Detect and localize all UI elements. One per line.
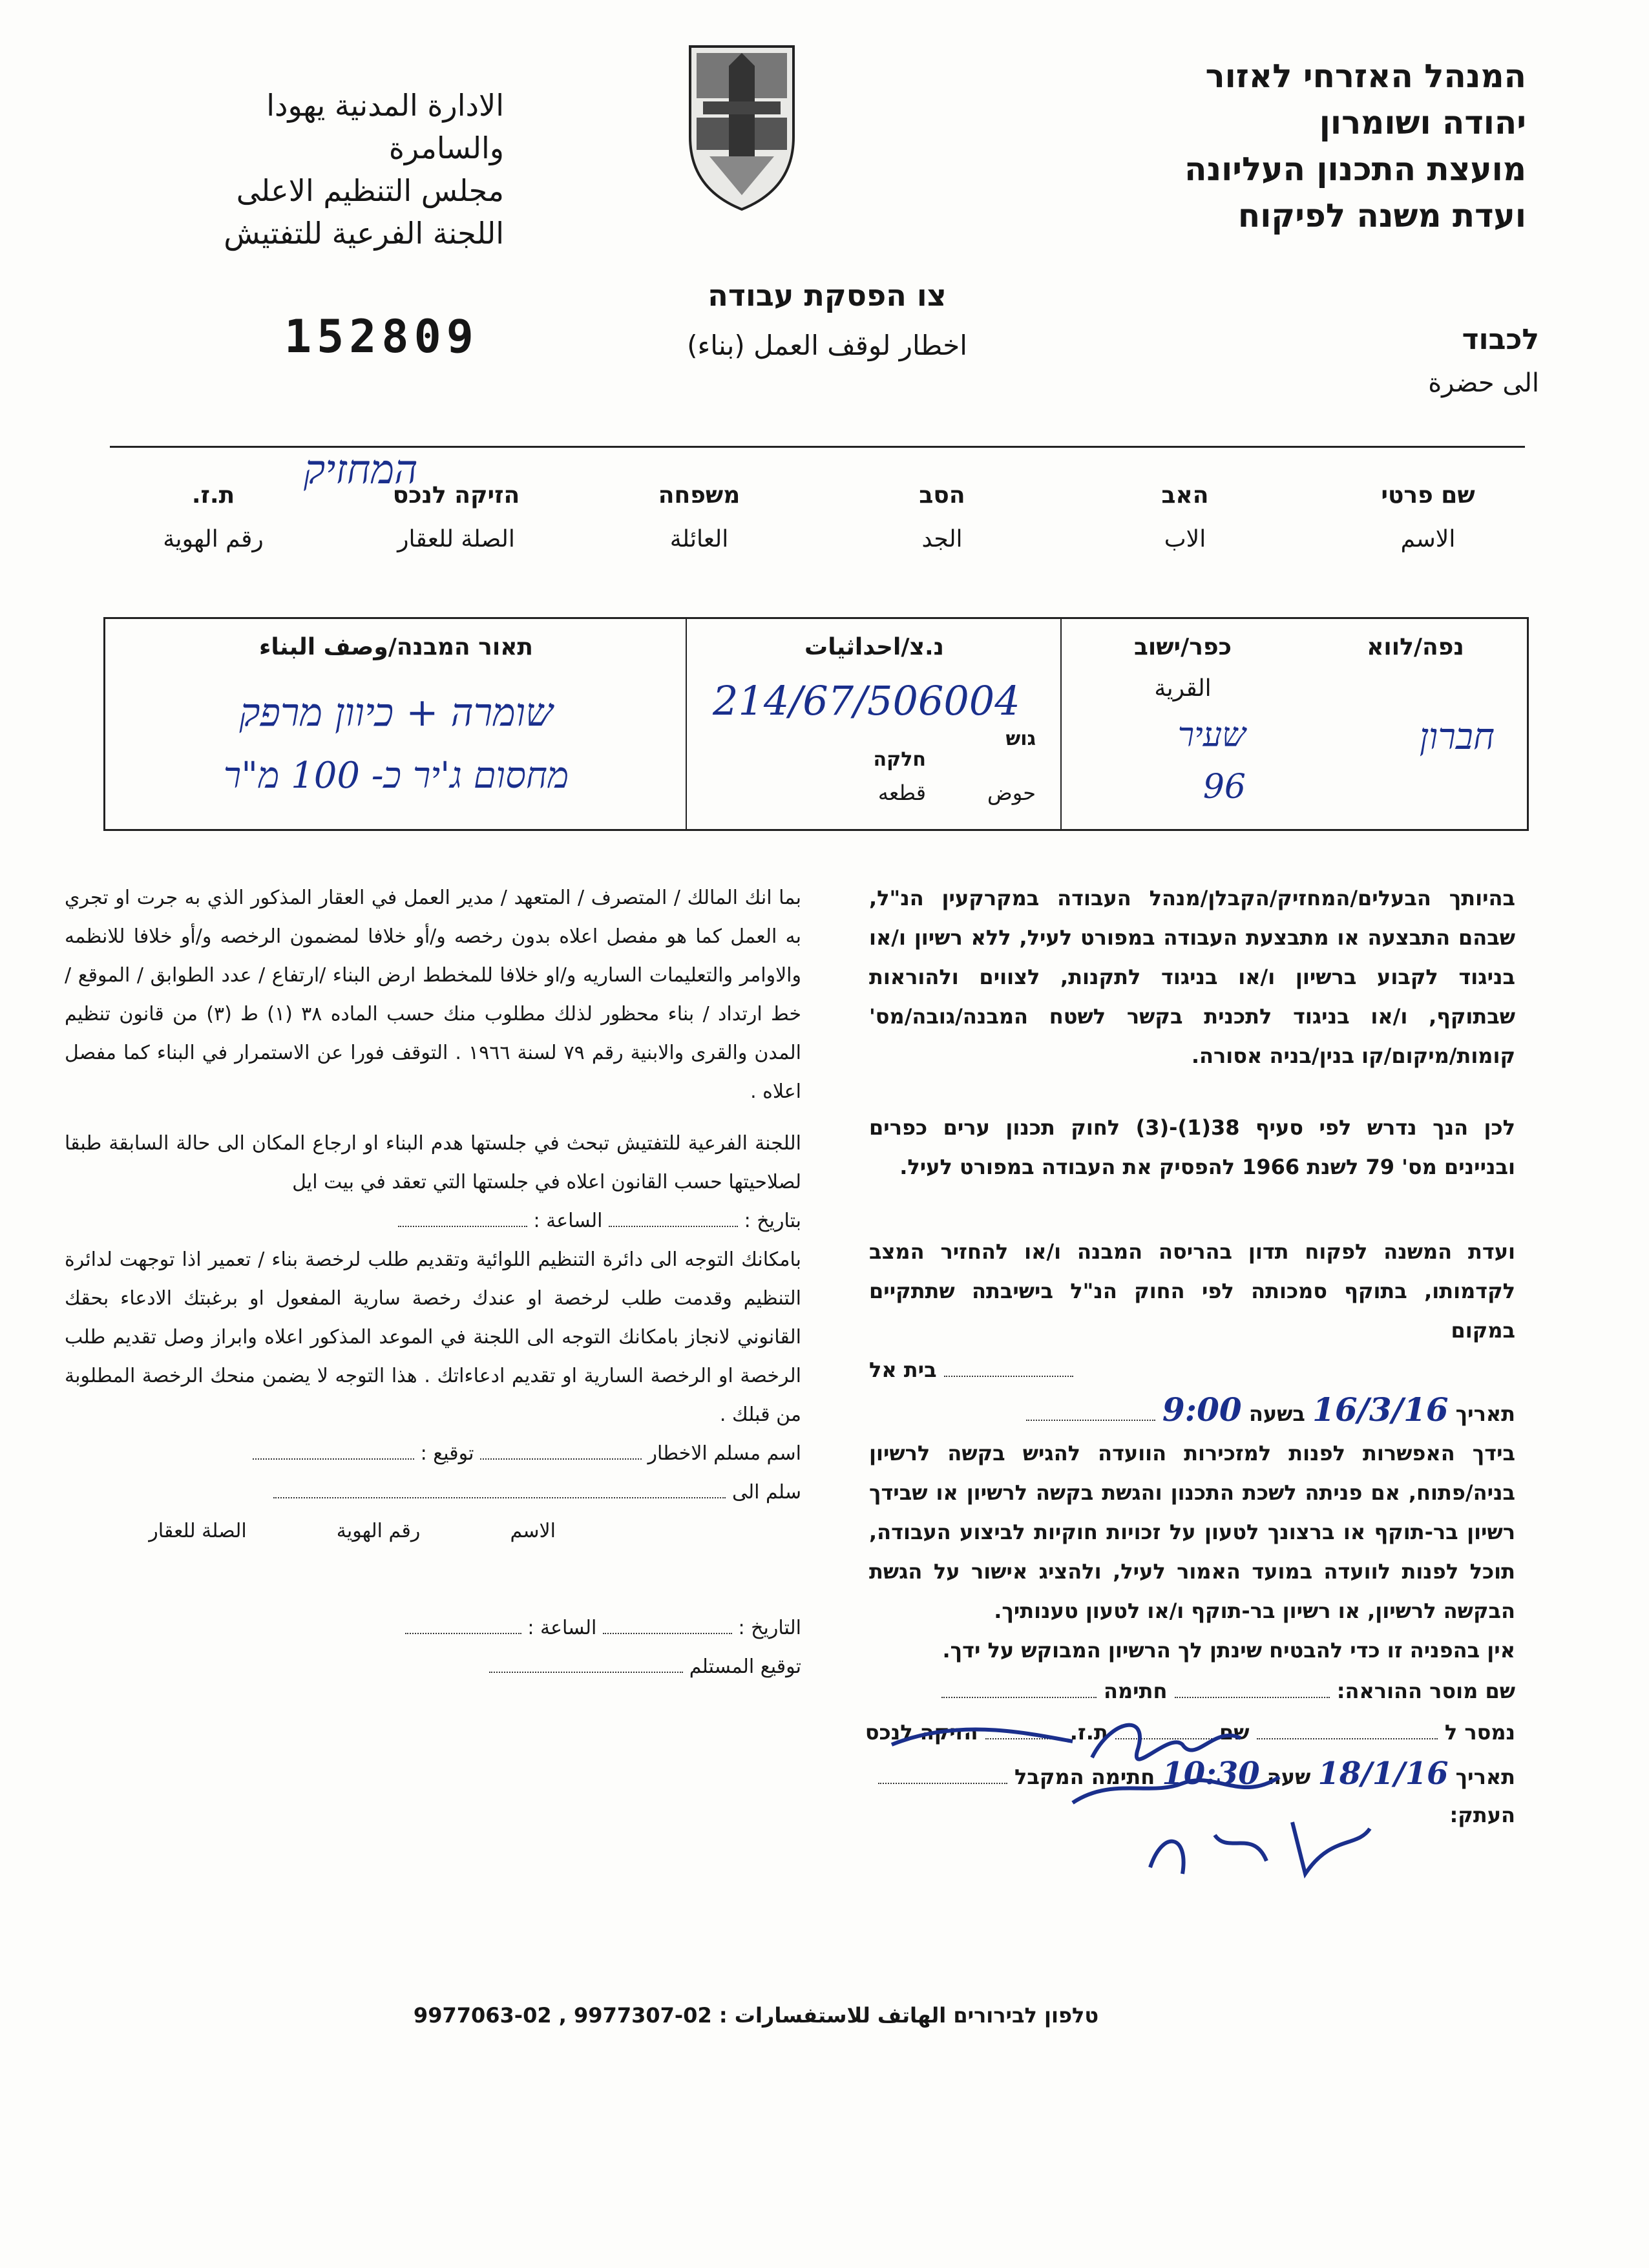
addressee-handwritten: המחזיק [304,446,418,493]
signature-scribble [879,1706,1460,1900]
header-ar-line: والسامرة [388,131,504,165]
location-table [103,617,1529,831]
description-value-2: מחסום ג'יר כ- 100 מ"ר [223,755,569,797]
header-hebrew [1126,53,1526,239]
body-he-p2: לכן הנך נדרש לפי סעיף 38(1)-(3) לחוק תכנון ערים כפרים ובניינים מס' 79 לשנת 1966 להפסיק את העבודה במפורט לעיל. [869,1115,1516,1179]
district-value: חברון [1419,716,1495,758]
header-arabic [103,84,504,255]
addressee-label-ar: الى حضرة [1428,368,1539,398]
meeting-place: בית אל [869,1358,937,1382]
header-ar-line: اللجنة الفرعية للتفتيش [224,216,504,251]
col-grandfather: הסב الجد [919,482,965,552]
title-arabic: اخطار لوقف العمل (بناء) [687,330,967,361]
cell-coordinates: נ.צ/احداثيات 214/67/506004 גוש חלקה حوض قطعه [686,619,1062,829]
meeting-datetime-he: תאריך 16/3/16 בשעה 9:00 [869,1390,1515,1434]
col-id: ת.ז. رقم الهوية [163,482,264,552]
person-details-row [116,481,1525,565]
cell-description: תאור המבנה/وصف البناء שומרה + כיוון מרפק מחסום ג'יר כ- 100 מ"ר [105,619,687,829]
col-relation: הזיקה לנכס الصلة للعقار [392,482,520,552]
title-hebrew: צו הפסקת עבודה [708,278,947,313]
header-he-line: ועדת משנה לפיקוח [1237,197,1526,235]
delivered-row: سلم الى [65,1473,801,1512]
copy-label: העתק: [1449,1803,1515,1827]
village-value-2: 96 [1203,768,1246,806]
header-he-line: יהודה ושומרון [1319,104,1526,142]
sig-row-1: שם מוסר ההוראה: חתימה [869,1670,1515,1712]
cell-district: נפה/לווא חברון [1367,634,1495,758]
coordinates-value: 214/67/506004 [713,677,1020,724]
addressee-label-he: לכבוד [1462,323,1539,356]
emblem-icon [684,40,800,215]
document-number: 152809 [284,310,479,363]
body-hebrew [865,879,1516,1832]
col-family: משפחה العائلة [658,482,740,552]
meeting-hour-he: 9:00 [1162,1391,1242,1429]
body-ar-p3: بامكانك التوجه الى دائرة التنظيم اللوائية وتقديم طلب لرخصة بناء / تعمير اذا توجهت لدائرة التنظيم وقدمت طلب لرخصة او عندك رخصة سارية المفعول او برغبتك الادعاء بحقك القانوني لانجاز بامكانك التوجه الى اللجنة في الموعد المذكور اعلاه وابراز وصل تقديم طلب الرخصة او الرخصة السارية او تقديم ادعاءاتك . هذا التوجه لا يضمن منحك الرخصة المطلوبة من قبلك . [65,1248,801,1426]
col-first-name: שם פרטי الاسم [1381,482,1475,552]
header-he-line: מועצת התכנון העליונה [1184,151,1526,188]
receipt-hour: 10:30 [1162,1756,1260,1792]
body-ar-p2: اللجنة الفرعية للتفتيش تبحث في جلستها هدم البناء او ارجاع المكان الى حالة السابقة طبقا لصلاحيتها حسب القانون اعلاه في جلستها التي تعقد في بيت ايل [65,1132,801,1193]
body-he-p5: אין בהפניה זו כדי להבטיח שינתן לך הרשיון המבוקש על ידך. [942,1638,1515,1663]
meeting-date-he: 16/3/16 [1312,1391,1449,1429]
header-ar-line: مجلس التنظيم الاعلى [236,173,504,208]
body-arabic [65,879,801,1686]
meeting-datetime-ar: بتاريخ : الساعة : [65,1202,801,1241]
body-he-p4: בידך האפשרות לפנות למזכירות הוועדה להגיש בקשה לרשיון בניה/פתוח, אם פניתה לשכת התכנון והגשת בקשה לרשיון או שבידך רשיון בר-תוקף או ברצונך לטעון על זכויות חוקיות לביצוע העבודה, תוכל לפנות לוועדה במועד האמור לעיל, ולהציג אישור על הגשת הבקשה לרשיון, או רשיון בר-תוקף ו/או לטעון טענותיך. [869,1441,1515,1623]
body-he-p1: בהיותך הבעלים/המחזיק/הקבלן/מנהל העבודה במקרקעין הנ"ל, שבהם התבצעה או מתבצעת העבודה במפורט לעיל, ללא רשיון ו/או בניגוד לקבוע ברשיון ו/או בניגוד לתקנות, לצווים ולהוראות שבתוקף, ו/או בניגוד לתכנית בקשר לשטח המבנה/גובה/מס' קומות/מיקום/קו בנין/בניה אסורה. [869,886,1515,1068]
receiver-sign-ar: توقيع المستلم [65,1648,801,1686]
receipt-row-ar: التاريخ : الساعة : [65,1609,801,1648]
receipt-date: 18/1/16 [1318,1756,1449,1792]
footer-phone: טלפון לבירורים الهاتف للاستفسارات : 02-9977307 , 02-9977063 [413,2003,1099,2028]
village-value-1: שעיר [1177,716,1246,755]
delivered-labels: الاسم رقم الهوية الصلة للعقار [149,1520,556,1542]
col-father: האב الاب [1161,482,1209,552]
body-he-p3: ועדת המשנה לפקוח תדון בהריסה המבנה ו/או להחזיר המצב לקדמותו, בתוקף סמכותה לפי החוק הנ"ל בישיבתה שתתקיים במקום [869,1239,1515,1343]
body-ar-p1: بما انك المالك / المتصرف / المتعهد / مدير العمل في العقار المذكور الذي به جرت او تجري به العمل كما هو مفصل اعلاه بدون رخصه و/أو خلافا لمضمون الرخصه و/أو خلافا للانظمه والاوامر والتعليمات الساريه و/او خلافا للمخطط ارض البناء /ارتفاع / عدد الطوابق / الموقع / خط ارتداد / بناء محظور لذلك مطلوب منك حسب الماده ٣٨ (١) ط (٣) من قانون تنظيم المدن والقرى والابنية رقم ٧٩ لسنة ١٩٦٦ . التوقف فورا عن الاستمرار في البناء كما مفصل اعلاه . [65,887,802,1103]
sig-row-3: תאריך 18/1/16 שעה 10:30 חתימה המקבל [869,1753,1515,1798]
header-ar-line: الادارة المدنية يهودا [266,88,504,123]
sig-row-2: נמסר ל שם ת.ז. הזיקה לנכס [865,1720,1515,1745]
cell-village: כפר/ישוב القرية שעיר 96 [1060,619,1304,829]
divider [110,446,1525,448]
header-he-line: המנהל האזרחי לאזור [1205,58,1526,95]
notifier-row: اسم مسلم الاخطار توقيع : [65,1434,801,1473]
description-value-1: שומרה + כיוון מרפק [239,690,553,735]
